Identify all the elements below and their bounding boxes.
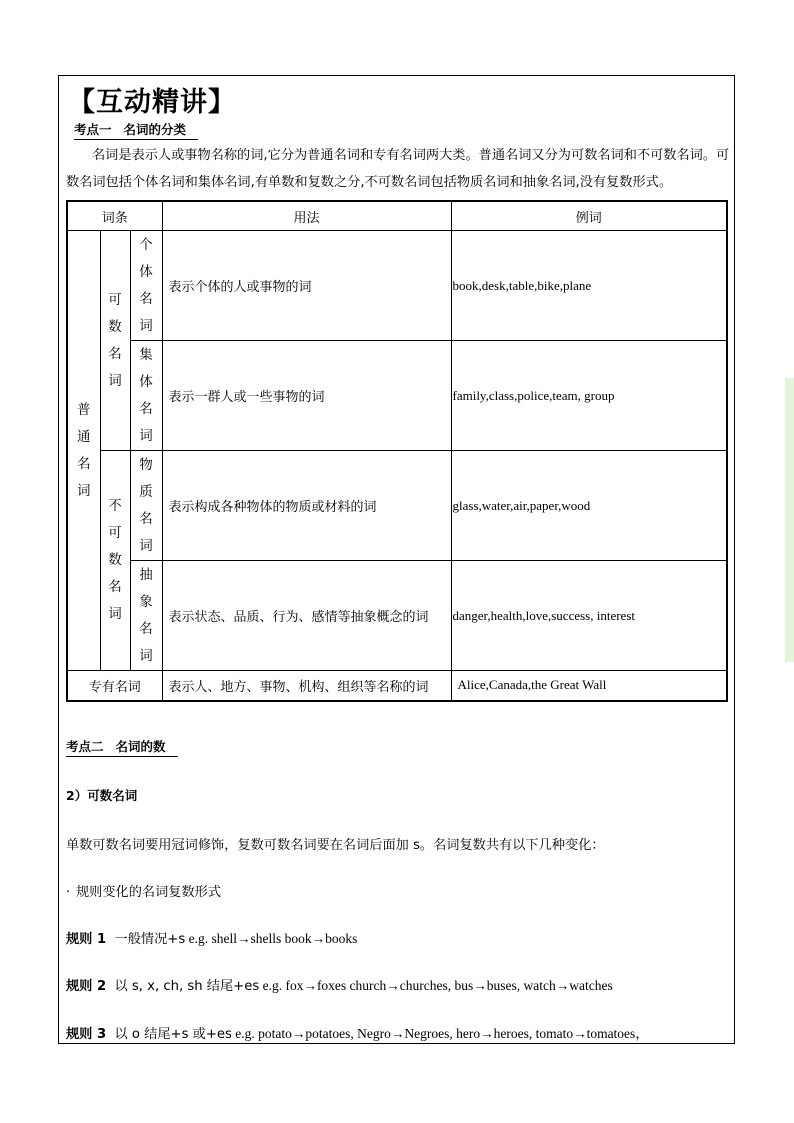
collective-noun-label: 集 体 名 词: [139, 346, 153, 444]
point2-label: 考点二: [66, 739, 104, 754]
common-noun-cell: [67, 231, 100, 671]
countable-noun-label: 可 数 名 词: [108, 291, 122, 389]
point1-label: 考点一: [74, 122, 112, 137]
point2-heading: [66, 737, 178, 757]
point2-text: 名词的数: [115, 739, 166, 754]
abstract-noun-example: danger,health,love,success, interest: [451, 561, 727, 671]
side-scroll-marker: [785, 378, 794, 662]
common-noun-label: 普 通 名 词: [77, 401, 91, 499]
material-noun-cell: [130, 451, 162, 561]
section-heading: 2）可数名词: [66, 788, 138, 803]
countable-noun-cell: [100, 231, 130, 451]
rule-3-examples: e.g. potato→potatoes, Negro→Negroes, hero→heroes, tomato→tomatoes，: [231, 1026, 649, 1041]
header-example: 例词: [451, 201, 727, 231]
header-entry: 词条: [67, 201, 162, 231]
rule-3: [66, 1022, 649, 1042]
individual-noun-cell: [130, 231, 162, 341]
rule-1-cn: 一般情况+s: [114, 932, 186, 947]
section-text: 单数可数名词要用冠词修饰，复数可数名词要在名词后面加 s。名词复数共有以下几种变化：: [66, 838, 605, 853]
proper-noun-label: 专有名词: [67, 671, 162, 701]
intro-paragraph: 名词是表示人或事物名称的词,它分为普通名词和专有名词两大类。普通名词又分为可数名词和不可数名词。可数名词包括个体名词和集体名词,有单数和复数之分,不可数名词包括物质名词和抽象名词,没有复数形式。: [66, 148, 730, 190]
abstract-noun-usage: 表示状态、品质、行为、感情等抽象概念的词: [162, 561, 451, 671]
rule-1-label: 规则 1: [66, 932, 107, 947]
bullet-dot-icon: ·: [66, 885, 71, 900]
page-title: 【互动精讲】: [68, 87, 236, 118]
rule-2-cn: 以 s, x, ch, sh 结尾+es: [114, 979, 260, 994]
collective-noun-cell: [130, 341, 162, 451]
point1-heading: [74, 120, 198, 140]
uncountable-noun-label: 不 可 数 名 词: [108, 498, 122, 622]
rule-3-label: 规则 3: [66, 1027, 107, 1042]
abstract-noun-cell: [130, 561, 162, 671]
material-noun-example: glass,water,air,paper,wood: [451, 451, 727, 561]
proper-noun-usage: 表示人、地方、事物、机构、组织等名称的词: [162, 671, 451, 701]
collective-noun-usage: 表示一群人或一些事物的词: [162, 341, 451, 451]
point1-text: 名词的分类: [123, 122, 187, 137]
rule-2-label: 规则 2: [66, 979, 107, 994]
collective-noun-example: family,class,police,team, group: [451, 341, 727, 451]
rule-2: [66, 975, 613, 994]
proper-noun-example: Alice,Canada,the Great Wall: [451, 671, 727, 701]
material-noun-label: 物 质 名 词: [139, 456, 153, 554]
noun-classification-table: [66, 200, 728, 702]
bullet-item: [66, 881, 221, 900]
material-noun-usage: 表示构成各种物体的物质或材料的词: [162, 451, 451, 561]
uncountable-noun-cell: [100, 451, 130, 671]
header-usage: 用法: [162, 201, 451, 231]
rule-2-examples: e.g. fox→foxes church→churches, bus→buses, watch→watches: [259, 978, 613, 993]
rule-3-cn: 以 o 结尾+s 或+es: [114, 1027, 232, 1042]
individual-noun-label: 个 体 名 词: [139, 236, 153, 334]
individual-noun-example: book,desk,table,bike,plane: [451, 231, 727, 341]
abstract-noun-label: 抽 象 名 词: [139, 566, 153, 664]
individual-noun-usage: 表示个体的人或事物的词: [162, 231, 451, 341]
rule-1: [66, 928, 357, 947]
rule-1-examples: e.g. shell→shells book→books: [185, 931, 358, 946]
bullet-text: 规则变化的名词复数形式: [76, 885, 222, 900]
